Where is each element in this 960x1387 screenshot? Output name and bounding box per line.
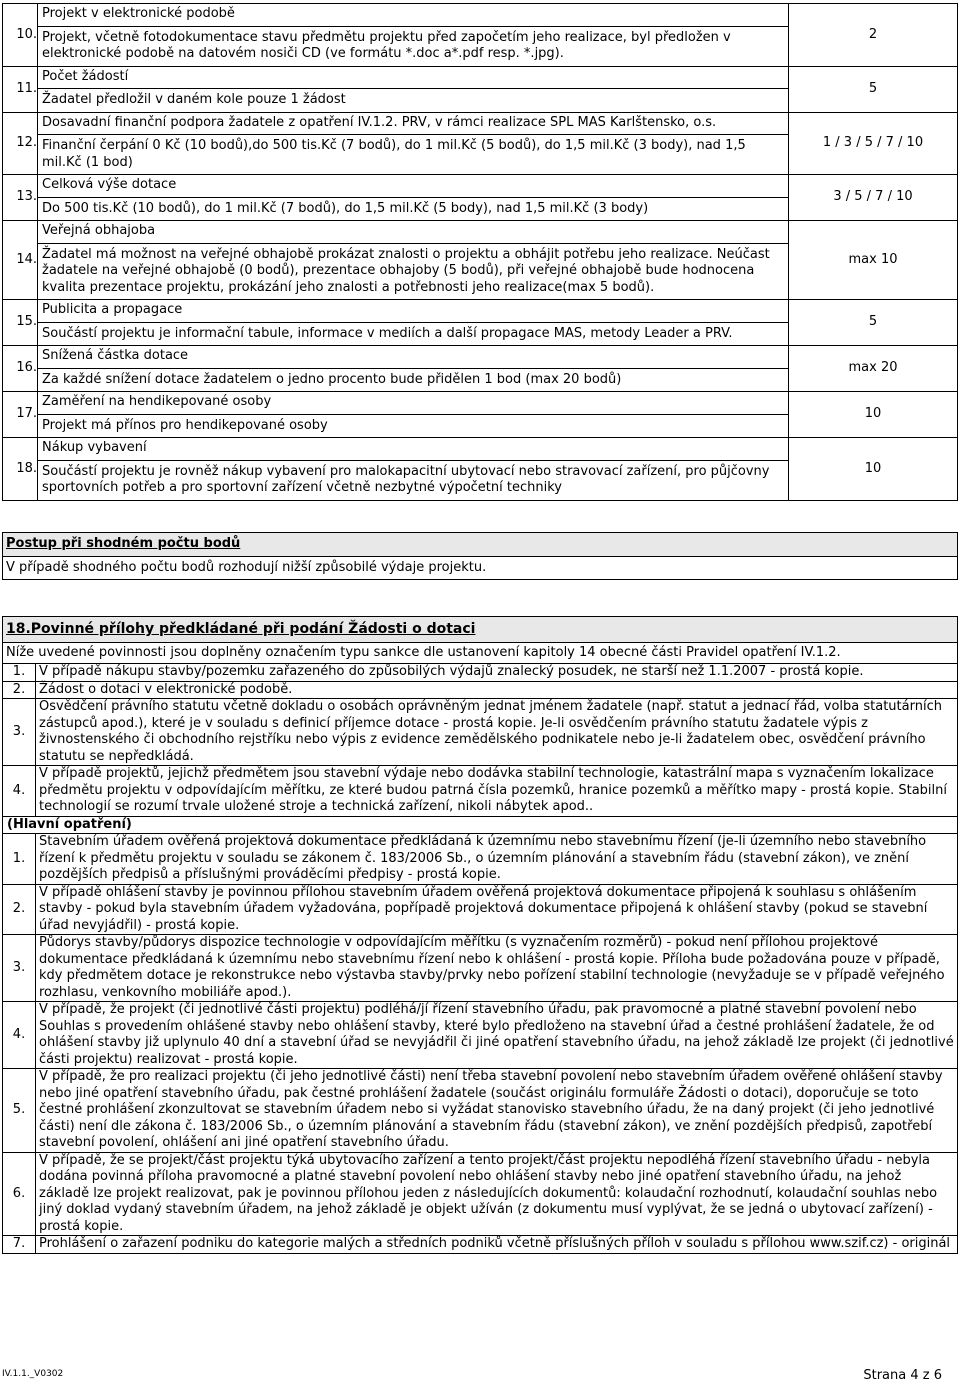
attachment-text: V případě projektů, jejichž předmětem jsou stavební výdaje nebo dodávka stabilní technologie, katastrální mapa s vyznačením lokalizace předmětu projektu v odpovídajícím měřítku, ze které budou patrná čísla pozemků, hranice pozemků a měřítko mapy - prostá kopie. Stabilní technologií se rozumí trvale uložené stroje a technická zařízení, nikoli nábytek apod.. [36, 766, 958, 817]
criterion-text [38, 300, 789, 346]
criterion-description: Finanční čerpání 0 Kč (10 bodů),do 500 tis.Kč (7 bodů), do 1 mil.Kč (5 bodů), do 1,5 mil.Kč (3 body), nad 1,5 mil.Kč (1 bod) [42, 138, 746, 170]
criterion-row [3, 175, 958, 221]
criterion-text [38, 392, 789, 438]
criterion-text [38, 112, 789, 175]
attachment-number: 1. [3, 664, 36, 682]
criterion-points: 5 [789, 66, 958, 112]
criterion-title: Snížená částka dotace [38, 346, 788, 369]
criterion-points: 1 / 3 / 5 / 7 / 10 [789, 112, 958, 175]
criterion-title: Publicita a propagace [38, 300, 788, 323]
criterion-number: 11. [3, 66, 38, 112]
criterion-title: Nákup vybavení [38, 438, 788, 461]
criterion-row [3, 438, 958, 501]
attachment-text: V případě nákupu stavby/pozemku zařazeného do způsobilých výdajů znalecký posudek, ne starší než 1.1.2007 - prostá kopie. [36, 664, 958, 682]
criterion-text [38, 4, 789, 67]
criterion-row [3, 4, 958, 67]
page-footer [2, 1368, 958, 1383]
document-code: IV.1.1._V0302 [2, 1369, 64, 1379]
criterion-description: Součástí projektu je informační tabule, informace v mediích a další propagace MAS, metody Leader a PRV. [42, 325, 733, 341]
attachment-row [3, 664, 958, 682]
criterion-title: Celková výše dotace [38, 175, 788, 198]
attachments-table [2, 616, 958, 1254]
section-label: (Hlavní opatření) [3, 816, 958, 834]
criterion-text [38, 66, 789, 112]
tie-text: V případě shodného počtu bodů rozhodují nižší způsobilé výdaje projektu. [3, 556, 958, 580]
criterion-description: Žadatel předložil v daném kole pouze 1 žádost [42, 92, 346, 107]
criterion-text [38, 175, 789, 221]
attachment-row [3, 1236, 958, 1254]
attachment-row [3, 834, 958, 885]
criterion-title: Zaměření na hendikepované osoby [38, 392, 788, 415]
attachment-row [3, 935, 958, 1002]
attachment-row [3, 1002, 958, 1069]
attachment-number: 3. [3, 699, 36, 766]
attachment-row [3, 1152, 958, 1236]
attachment-text: V případě, že projekt (či jednotlivé části projektu) podléhá/jí řízení stavebního úřadu, pak pravomocné a platné stavební povolení nebo Souhlas s provedením ohlášené stavby nebo ohlášení stavby, které bylo předloženo na stavební úřad a čestné prohlášení žadatele, že od ohlášení stavby již uplynulo 40 dní a stavební úřad se nevyjádřil či jiné opatření stavebního úřadu, na jehož základě lze projekt (či jednotlivé části projektu) realizovat - prostá kopie. [36, 1002, 958, 1069]
criterion-points: 3 / 5 / 7 / 10 [789, 175, 958, 221]
criterion-number: 10. [3, 4, 38, 67]
tie-heading: Postup při shodném počtu bodů [6, 536, 241, 551]
attachments-intro: Níže uvedené povinnosti jsou doplněny označením typu sankce dle ustanovení kapitoly 14 obecné části Pravidel opatření IV.1.2. [3, 642, 958, 664]
attachment-number: 3. [3, 935, 36, 1002]
criterion-description: Žadatel má možnost na veřejné obhajobě prokázat znalosti o projektu a obhájit potřebu jeho realizace. Neúčast žadatele na veřejné obhajobě (0 bodů), prezentace obhajoby (5 bodů), při veřejné obhajobě bude hodnocena kvalita prezentace projektu, prokázání jeho znalosti a potřebnosti jeho realizace(max 5 bodů). [42, 246, 770, 295]
tie-box [2, 532, 958, 580]
criterion-row [3, 392, 958, 438]
criterion-title: Počet žádostí [38, 67, 788, 90]
criterion-description: Součástí projektu je rovněž nákup vybavení pro malokapacitní ubytovací nebo stravovací zařízení, pro půjčovny sportovních potřeb a pro sportovní zařízení včetně nezbytné výpočetní techniky [42, 463, 770, 495]
criterion-points: max 20 [789, 346, 958, 392]
attachment-row [3, 884, 958, 935]
criterion-number: 13. [3, 175, 38, 221]
attachment-number: 4. [3, 766, 36, 817]
attachment-number: 2. [3, 681, 36, 699]
attachment-text: Žádost o dotaci v elektronické podobě. [36, 681, 958, 699]
attachment-text: Prohlášení o zařazení podniku do kategorie malých a středních podniků včetně příslušných příloh v souladu s přílohou www.szif.cz) - originál [36, 1236, 958, 1254]
attachment-text: Stavebním úřadem ověřená projektová dokumentace předkládaná k územnímu nebo stavebnímu řízení (je-li územního nebo stavebního řízení k předmětu projektu v souladu se zákonem č. 183/2006 Sb., o územním plánování a stavebním řádu (stavební zákon), ve znění pozdějších předpisů a příslušnými prováděcími předpisy - prostá kopie. [36, 834, 958, 885]
criterion-description: Za každé snížení dotace žadatelem o jedno procento bude přidělen 1 bod (max 20 bodů) [42, 371, 622, 387]
attachment-number: 6. [3, 1152, 36, 1236]
criterion-number: 17. [3, 392, 38, 438]
attachment-text: Půdorys stavby/půdorys dispozice technologie v odpovídajícím měřítku (s vyznačením rozměrů) - pokud není přílohou projektové dokumentace předkládaná k územnímu nebo stavebnímu řízení nebo k ohlášení - prostá kopie. Příloha bude požadována pouze v případě, kdy předmětem dotace je rekonstrukce nebo výstavba stavby/prvky nebo pořízení stabilní technologie (nevyžaduje se v případě veřejného rozhlasu, venkovního mobiliáře apod.). [36, 935, 958, 1002]
scoring-criteria-table [2, 3, 958, 501]
criterion-points: 2 [789, 4, 958, 67]
criterion-description: Projekt, včetně fotodokumentace stavu předmětu projektu před započetím jeho realizace, byl předložen v elektronické podobě na datovém nosiči CD (ve formátu *.doc a*.pdf resp. *.jpg). [42, 29, 731, 61]
attachment-text: V případě ohlášení stavby je povinnou přílohou stavebním úřadem ověřená projektová dokumentace připojená k souhlasu s ohlášením stavby - pokud byla stavebním úřadem vyžadována, popřípadě projektová dokumentace připojená k ohlášení stavby (pokud se stavební úřad nevyjádřil) - prostá kopie. [36, 884, 958, 935]
criterion-points: max 10 [789, 221, 958, 300]
page-number: Strana 4 z 6 [863, 1368, 942, 1383]
criterion-text [38, 346, 789, 392]
attachment-number: 1. [3, 834, 36, 885]
section-row [3, 816, 958, 834]
criterion-number: 18. [3, 438, 38, 501]
criterion-title: Dosavadní finanční podpora žadatele z opatření IV.1.2. PRV, v rámci realizace SPL MAS Karlštensko, o.s. [38, 113, 788, 136]
criterion-number: 16. [3, 346, 38, 392]
criterion-number: 12. [3, 112, 38, 175]
attachment-row [3, 1069, 958, 1153]
attachment-row [3, 681, 958, 699]
criterion-row [3, 221, 958, 300]
criterion-number: 15. [3, 300, 38, 346]
attachment-number: 7. [3, 1236, 36, 1254]
criterion-points: 10 [789, 392, 958, 438]
criterion-title: Veřejná obhajoba [38, 221, 788, 244]
criterion-text [38, 438, 789, 501]
attachment-row [3, 699, 958, 766]
criterion-row [3, 346, 958, 392]
attachment-text: V případě, že pro realizaci projektu (či jeho jednotlivé části) není třeba stavební povolení nebo stavebním úřadem ověřené ohlášení stavby nebo jiné opatření stavebního úřadu, pak čestné prohlášení žadatele (součást originálu formuláře Žádosti o dotaci), doporučuje se toto čestné prohlášení zkonzultovat se stavebním úřadem nebo si vyžádat stanovisko stavebního úřadu, že na daný projekt (či jeho jednotlivé části) není dle zákona č. 183/2006 Sb., o územním plánování a stavebním řádu (stavební zákon), ve znění pozdějších předpisů, zapotřebí stavební povolení, ohlášení ani jiné opatření stavebního úřadu. [36, 1069, 958, 1153]
attachment-text: V případě, že se projekt/část projektu týká ubytovacího zařízení a tento projekt/část projektu nepodléhá řízení stavebního úřadu - nebyla dodána povinná příloha pravomocné a platné stavební povolení nebo ohlášení stavby nebo jiné opatření stavebního úřadu, na jehož základě lze projekt realizovat, pak je povinnou přílohou jeden z následujících dokumentů: kolaudační rozhodnutí, kolaudační souhlas nebo jiný doklad vydaný stavebním úřadem, na jehož základě je objekt užíván (z dokumentu musí vyplývat, že se jedná o ubytovací zařízení) - prostá kopie. [36, 1152, 958, 1236]
criterion-description: Do 500 tis.Kč (10 bodů), do 1 mil.Kč (7 bodů), do 1,5 mil.Kč (5 body), nad 1,5 mil.Kč (3 body) [42, 200, 649, 216]
attachment-text: Osvědčení právního statutu včetně dokladu o osobách oprávněným jednat jménem žadatele (např. statut a jednací řád, volba statutárních zástupců apod.), které je v souladu s definicí příjemce dotace - prostá kopie. Je-li osvědčením právního statutu žadatele výpis z živnostenského či obchodního rejstříku nebo výpis z evidence zemědělského podnikatele nebo je-li žadatelem obec, osvědčení právního statutu se nepředkládá. [36, 699, 958, 766]
criterion-row [3, 66, 958, 112]
criterion-points: 5 [789, 300, 958, 346]
criterion-row [3, 112, 958, 175]
attachment-number: 5. [3, 1069, 36, 1153]
criterion-row [3, 300, 958, 346]
criterion-description: Projekt má přínos pro hendikepované osoby [42, 417, 328, 433]
criterion-title: Projekt v elektronické podobě [38, 4, 788, 27]
attachments-heading: 18.Povinné přílohy předkládané při podání Žádosti o dotaci [6, 621, 476, 637]
attachment-number: 2. [3, 884, 36, 935]
criterion-number: 14. [3, 221, 38, 300]
attachment-number: 4. [3, 1002, 36, 1069]
criterion-points: 10 [789, 438, 958, 501]
criterion-text [38, 221, 789, 300]
attachment-row [3, 766, 958, 817]
